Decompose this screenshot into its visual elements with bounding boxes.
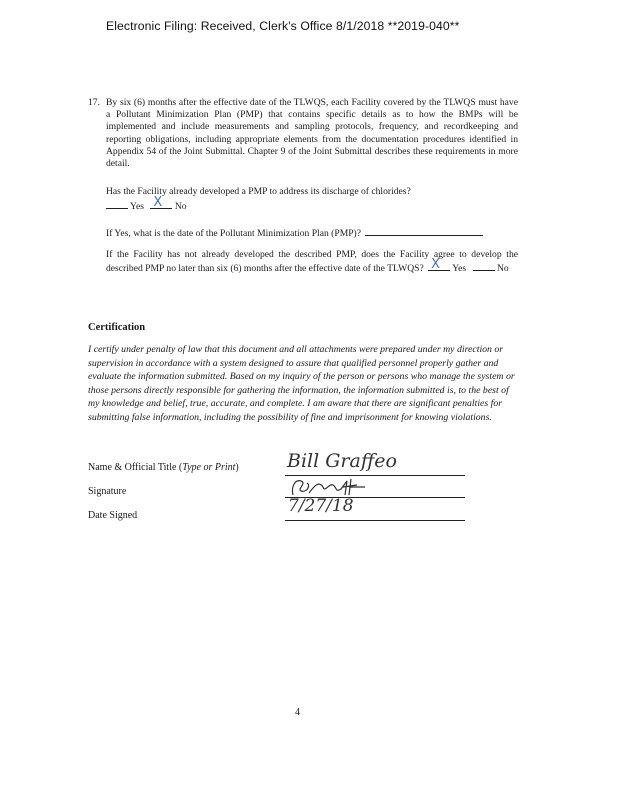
signature-label: Signature (88, 486, 127, 497)
date-handwriting: 7/27/18 (288, 496, 354, 516)
certification-text: I certify under penalty of law that this document and all attachments were prepared under my direction or supervision in accordance with a system designed to assure that qualified personnel properly gather and evaluate the information submitted. Based on my inquiry of the person or persons who manage the system or those persons directly responsible for gathering the information, the information submitted is, to the best of my knowledge and belief, true, accurate, and complete. I am aware that there are significant penalties for submitting false information, including the possibility of fine and imprisonment for knowing violations. (88, 344, 515, 423)
agree-yes-blank[interactable] (428, 257, 450, 273)
name-title-label (88, 462, 239, 473)
question-pmp-date (106, 226, 518, 240)
pmp-date-blank[interactable] (365, 226, 483, 236)
agree-yes-label: Yes (452, 263, 467, 275)
name-title-label-end: ) (235, 462, 239, 473)
question-pmp-developed (106, 186, 518, 213)
check-mark: X (431, 257, 441, 273)
name-handwriting: Bill Graffeo (287, 450, 397, 472)
question-pmp-agree (106, 249, 518, 275)
agree-no-label: No (496, 263, 509, 275)
item-17-number: 17. (88, 97, 100, 108)
item-17 (88, 97, 518, 170)
check-mark: X (153, 195, 163, 211)
name-title-label-main: Name & Official Title ( (88, 462, 183, 473)
yes-label: Yes (130, 201, 145, 213)
certification-heading: Certification (88, 322, 146, 333)
question-pmp-date-text: If Yes, what is the date of the Pollutant Minimization Plan (PMP)? (106, 228, 362, 239)
no-label: No (174, 201, 187, 213)
page-number: 4 (295, 707, 300, 718)
question-pmp-developed-answers (106, 195, 518, 213)
no-blank[interactable] (150, 195, 172, 211)
question-pmp-agree-text: If the Facility has not already developed the described PMP, does the Facility agree to develop the described PMP no later than six (6) months after the effective date of the TLWQS? (106, 249, 518, 275)
yes-blank[interactable] (106, 199, 128, 209)
question-pmp-developed-text: Has the Facility already developed a PMP to address its discharge of chlorides? (106, 186, 411, 197)
filing-stamp: Electronic Filing: Received, Clerk's Office 8/1/2018 **2019-040** (106, 19, 460, 33)
item-17-text: By six (6) months after the effective date of the TLWQS, each Facility covered by the TLWQS must have a Pollutant Minimization Plan (PMP) that contains specific details as to how the BMPs will be implemented and include measurements and sampling protocols, frequency, and recordkeeping and reporting obligations, including appropriate elements from the documentation procedures identified in Appendix 54 of the Joint Submittal. Chapter 9 of the Joint Submittal describes these requirements in more detail. (106, 97, 518, 170)
date-signed-line[interactable] (285, 519, 465, 521)
date-signed-label: Date Signed (88, 510, 138, 521)
agree-no-blank[interactable] (473, 261, 495, 271)
name-title-label-italic: Type or Print (182, 462, 236, 473)
